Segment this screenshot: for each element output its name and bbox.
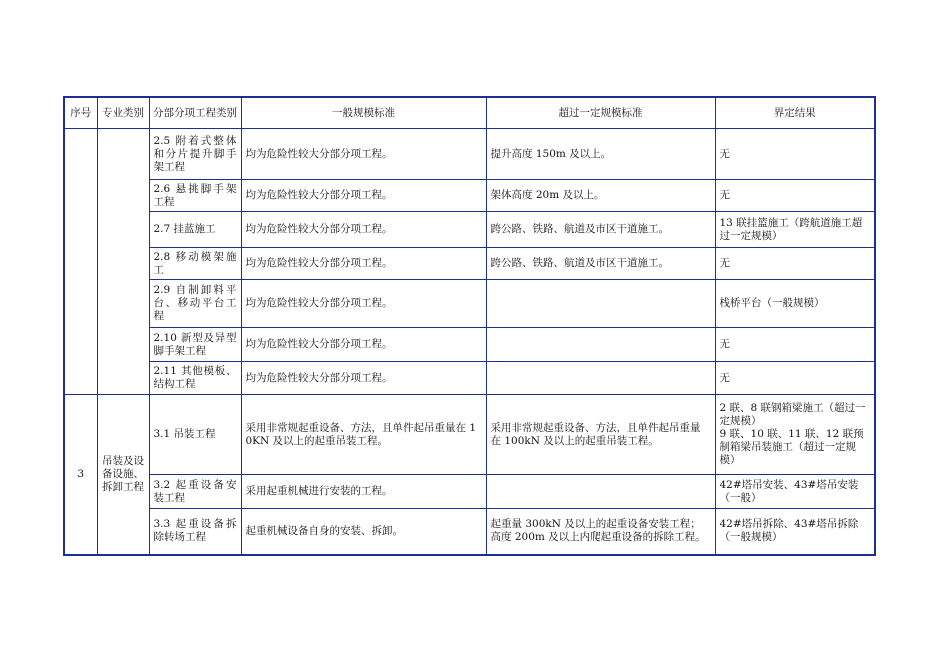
exceed-cell bbox=[486, 328, 715, 362]
general-cell: 起重机械设备自身的安装、拆卸。 bbox=[241, 509, 486, 555]
exceed-cell bbox=[486, 280, 715, 328]
header-general: 一般规模标准 bbox=[241, 97, 486, 129]
exceed-cell: 提升高度 150m 及以上。 bbox=[486, 129, 715, 180]
table-row bbox=[64, 212, 875, 248]
general-cell: 均为危险性较大分部分项工程。 bbox=[241, 328, 486, 362]
table-row bbox=[64, 180, 875, 212]
sub-cell: 2.10 新型及异型脚手架工程 bbox=[149, 328, 241, 362]
sub-cell: 3.1 吊装工程 bbox=[149, 395, 241, 475]
general-cell: 采用非常规起重设备、方法，且单件起吊重量在 10KN 及以上的起重吊装工程。 bbox=[241, 395, 486, 475]
result-line: 2 联、8 联钢箱梁施工（超过一定规模） bbox=[719, 402, 866, 427]
table-row bbox=[64, 328, 875, 362]
sub-cell: 3.2 起重设备安装工程 bbox=[149, 475, 241, 509]
general-cell: 采用起重机械进行安装的工程。 bbox=[241, 475, 486, 509]
exceed-cell bbox=[486, 509, 715, 555]
sub-cell: 2.5 附着式整体和分片提升脚手架工程 bbox=[149, 129, 241, 180]
sub-cell: 2.9 自制卸料平台、移动平台工程 bbox=[149, 280, 241, 328]
exceed-cell: 跨公路、铁路、航道及市区干道施工。 bbox=[486, 212, 715, 248]
header-result: 界定结果 bbox=[715, 97, 875, 129]
sub-cell: 3.3 起重设备拆除转场工程 bbox=[149, 509, 241, 555]
result-cell: 42#塔吊安装、43#塔吊安装（一般） bbox=[715, 475, 875, 509]
result-cell bbox=[715, 395, 875, 475]
header-row bbox=[64, 97, 875, 129]
general-cell: 均为危险性较大分部分项工程。 bbox=[241, 280, 486, 328]
exceed-cell bbox=[486, 475, 715, 509]
result-cell: 13 联挂篮施工（跨航道施工超过一定规模） bbox=[715, 212, 875, 248]
header-sub: 分部分项工程类别 bbox=[149, 97, 241, 129]
result-cell: 无 bbox=[715, 180, 875, 212]
header-exceed: 超过一定规模标准 bbox=[486, 97, 715, 129]
general-cell: 均为危险性较大分部分项工程。 bbox=[241, 362, 486, 395]
table-row bbox=[64, 395, 875, 475]
seq-cell: 3 bbox=[64, 395, 97, 555]
result-cell: 无 bbox=[715, 362, 875, 395]
table-row bbox=[64, 362, 875, 395]
general-cell: 均为危险性较大分部分项工程。 bbox=[241, 180, 486, 212]
hazard-classification-table bbox=[63, 96, 876, 556]
exceed-cell: 采用非常规起重设备、方法，且单件起吊重量在 100kN 及以上的起重吊装工程。 bbox=[486, 395, 715, 475]
sub-cell: 2.8 移动模架施工 bbox=[149, 248, 241, 280]
seq-cell-empty bbox=[64, 129, 97, 395]
exceed-cell bbox=[486, 362, 715, 395]
table-row bbox=[64, 475, 875, 509]
result-cell: 无 bbox=[715, 129, 875, 180]
table-row bbox=[64, 509, 875, 555]
exceed-cell: 架体高度 20m 及以上。 bbox=[486, 180, 715, 212]
result-cell: 栈桥平台（一般规模） bbox=[715, 280, 875, 328]
exceed-cell: 跨公路、铁路、航道及市区干道施工。 bbox=[486, 248, 715, 280]
general-cell: 均为危险性较大分部分项工程。 bbox=[241, 248, 486, 280]
table-row bbox=[64, 280, 875, 328]
exceed-line: 高度 200m 及以上内爬起重设备的拆除工程。 bbox=[490, 531, 706, 544]
exceed-line: 起重量 300kN 及以上的起重设备安装工程； bbox=[490, 518, 701, 531]
result-cell: 无 bbox=[715, 328, 875, 362]
result-cell: 无 bbox=[715, 248, 875, 280]
major-cell: 吊装及设备设施、拆卸工程 bbox=[97, 395, 149, 555]
result-cell: 42#塔吊拆除、43#塔吊拆除（一般规模） bbox=[715, 509, 875, 555]
header-major: 专业类别 bbox=[97, 97, 149, 129]
major-cell-empty bbox=[97, 129, 149, 395]
sub-cell: 2.7 挂蓝施工 bbox=[149, 212, 241, 248]
table-row bbox=[64, 129, 875, 180]
general-cell: 均为危险性较大分部分项工程。 bbox=[241, 129, 486, 180]
general-cell: 均为危险性较大分部分项工程。 bbox=[241, 212, 486, 248]
sub-cell: 2.11 其他模板、结构工程 bbox=[149, 362, 241, 395]
sub-cell: 2.6 悬挑脚手架工程 bbox=[149, 180, 241, 212]
result-line: 9 联、10 联、11 联、12 联预制箱梁吊装施工（超过一定规模） bbox=[719, 428, 864, 466]
table-row bbox=[64, 248, 875, 280]
header-seq: 序号 bbox=[64, 97, 97, 129]
